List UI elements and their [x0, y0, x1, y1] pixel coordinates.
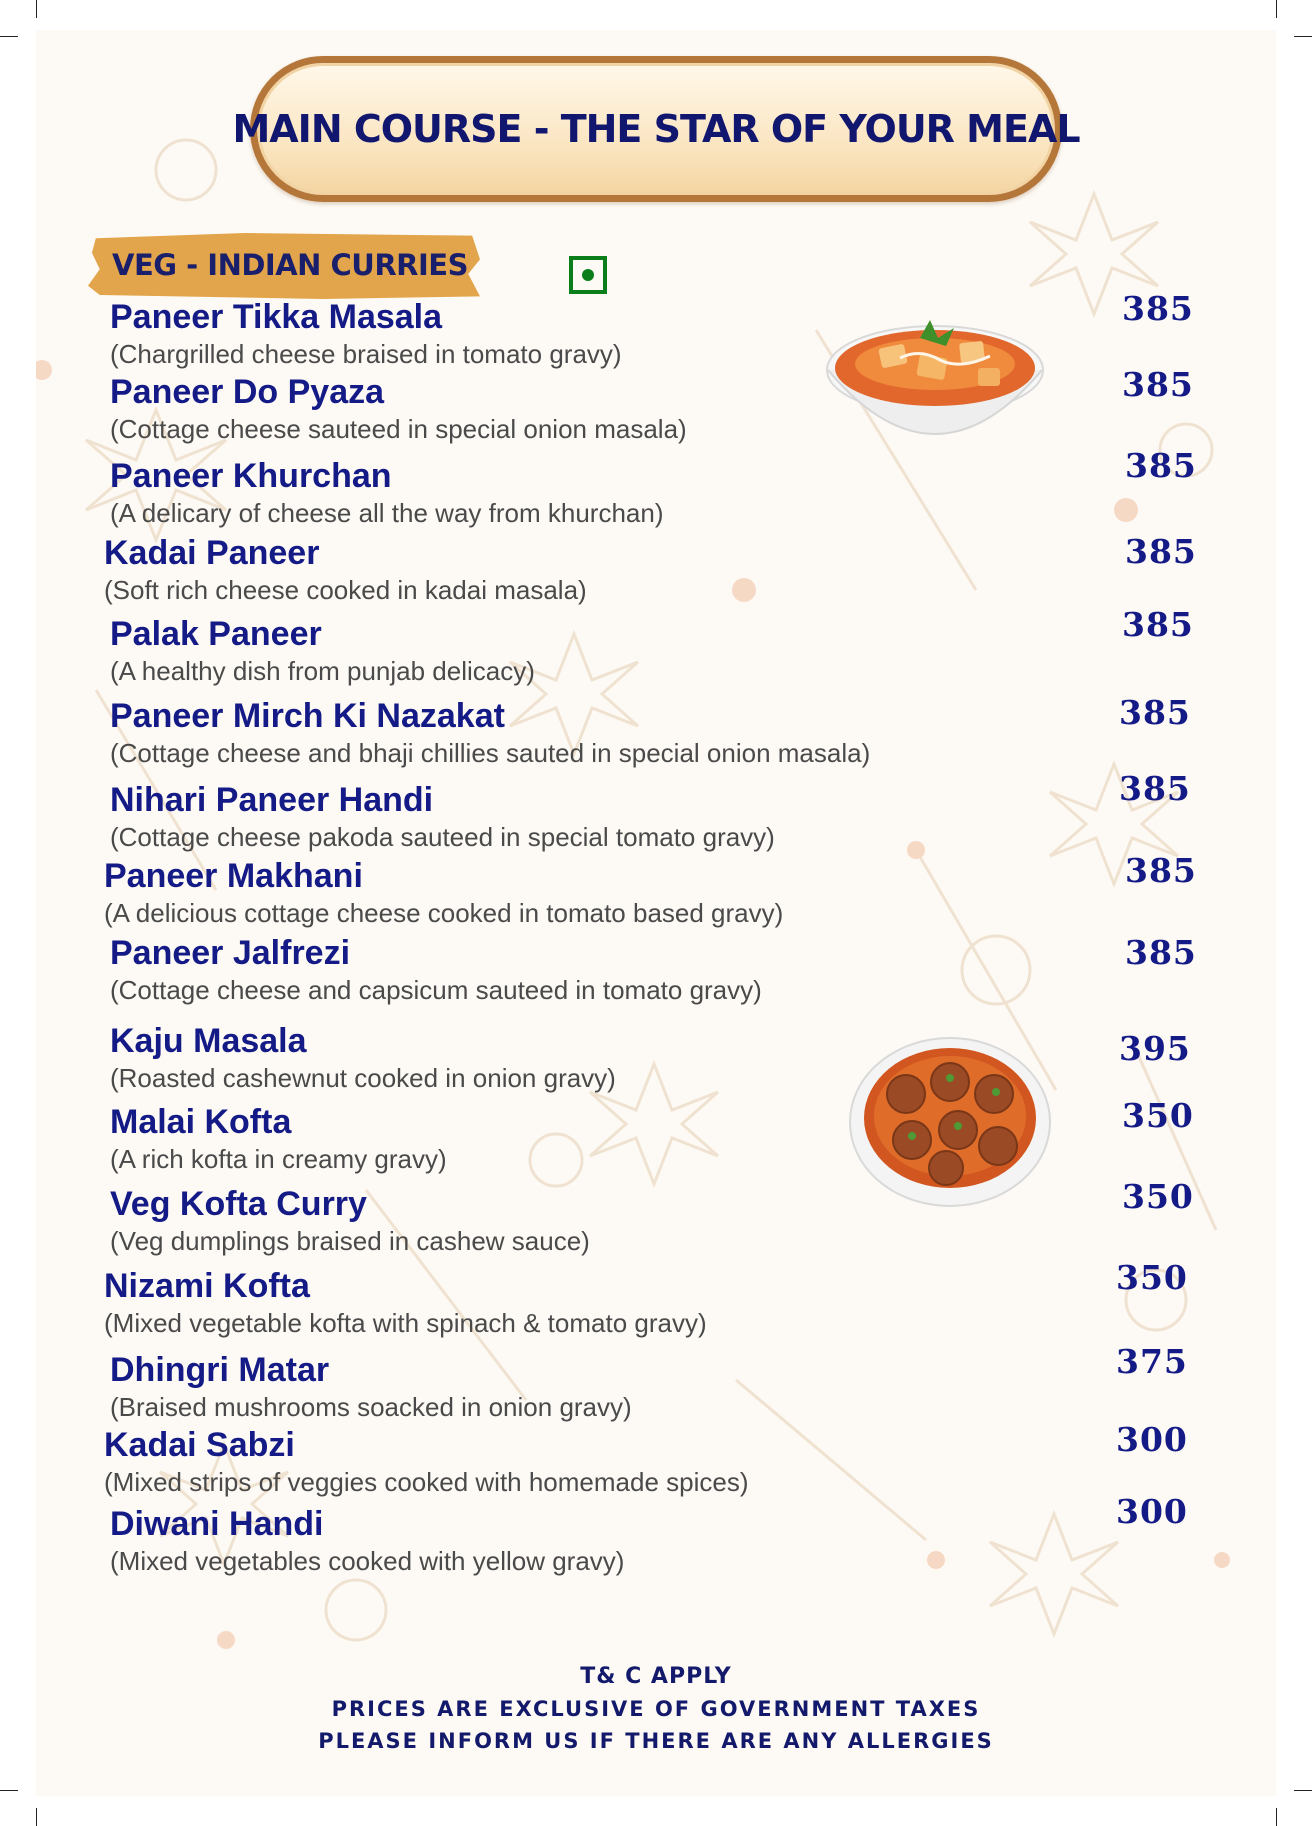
title-banner: [232, 56, 1080, 202]
menu-item: [110, 297, 622, 371]
crop-mark: [0, 36, 18, 37]
item-description: (Braised mushrooms soacked in onion gravy): [110, 1392, 632, 1422]
crop-mark: [1276, 1808, 1277, 1826]
kofta-dish-image: [846, 1034, 1054, 1216]
item-price: 385: [1122, 365, 1194, 404]
crop-mark: [36, 1808, 37, 1826]
item-description: (Soft rich cheese cooked in kadai masala): [104, 575, 587, 605]
crop-mark: [1294, 36, 1312, 37]
item-description: (Mixed strips of veggies cooked with homemade spices): [104, 1467, 749, 1497]
terms-note: T& C APPLY: [580, 1664, 732, 1689]
menu-item: [110, 696, 870, 770]
item-price: 375: [1116, 1342, 1188, 1381]
item-price: 300: [1116, 1492, 1188, 1531]
menu-item: [110, 1350, 632, 1424]
item-price: 385: [1125, 446, 1197, 485]
item-description: (A healthy dish from punjab delicacy): [110, 656, 535, 686]
item-price: 385: [1125, 933, 1197, 972]
item-name: Paneer Khurchan: [110, 457, 392, 495]
item-price: 350: [1122, 1177, 1194, 1216]
item-price: 350: [1122, 1096, 1194, 1135]
item-name: Kadai Sabzi: [104, 1426, 295, 1464]
item-name: Nihari Paneer Handi: [110, 781, 434, 819]
item-price: 385: [1119, 693, 1191, 732]
item-name: Palak Paneer: [110, 615, 322, 653]
page-title: MAIN COURSE - THE STAR OF YOUR MEAL: [232, 107, 1080, 151]
tax-note: PRICES ARE EXCLUSIVE OF GOVERNMENT TAXES: [331, 1697, 981, 1721]
menu-item: [110, 1504, 624, 1578]
item-name: Nizami Kofta: [104, 1267, 310, 1305]
item-price: 395: [1119, 1029, 1191, 1068]
item-name: Malai Kofta: [110, 1103, 292, 1141]
item-description: (Cottage cheese pakoda sauteed in special tomato gravy): [110, 822, 775, 852]
item-name: Dhingri Matar: [110, 1351, 330, 1389]
item-price: 385: [1119, 769, 1191, 808]
item-description: (Chargrilled cheese braised in tomato gravy): [110, 339, 622, 369]
item-name: Kadai Paneer: [104, 534, 320, 572]
item-price: 350: [1116, 1258, 1188, 1297]
item-name: Diwani Handi: [110, 1505, 324, 1543]
menu-item: [110, 1102, 447, 1176]
item-description: (Mixed vegetables cooked with yellow gravy): [110, 1546, 625, 1576]
menu-item: [104, 1425, 749, 1499]
item-price: 385: [1125, 851, 1197, 890]
item-description: (A delicary of cheese all the way from khurchan): [110, 498, 664, 528]
menu-item: [104, 856, 783, 930]
item-price: 385: [1125, 532, 1197, 571]
item-name: Paneer Jalfrezi: [110, 934, 351, 972]
item-name: Paneer Makhani: [104, 857, 363, 895]
paneer-dish-image: [820, 298, 1050, 448]
item-description: (Cottage cheese and bhaji chillies sauted in special onion masala): [110, 738, 871, 768]
item-description: (Roasted cashewnut cooked in onion gravy): [110, 1063, 616, 1093]
item-name: Veg Kofta Curry: [110, 1185, 367, 1223]
allergy-note: PLEASE INFORM US IF THERE ARE ANY ALLERGIES: [318, 1729, 994, 1753]
menu-item: [110, 372, 687, 446]
item-price: 385: [1122, 289, 1194, 328]
crop-mark: [36, 0, 37, 18]
menu-item: [104, 1266, 707, 1340]
veg-symbol-icon: [569, 256, 607, 294]
item-name: Kaju Masala: [110, 1022, 307, 1060]
menu-item: [110, 456, 663, 530]
menu-item: [110, 614, 535, 688]
item-description: (A delicious cottage cheese cooked in tomato based gravy): [104, 898, 784, 928]
menu-item: [110, 780, 775, 854]
item-description: (Veg dumplings braised in cashew sauce): [110, 1226, 590, 1256]
item-name: Paneer Tikka Masala: [110, 298, 443, 336]
crop-mark: [0, 1790, 18, 1791]
item-price: 385: [1122, 605, 1194, 644]
crop-mark: [1276, 0, 1277, 18]
menu-item: [104, 533, 587, 607]
item-price: 300: [1116, 1420, 1188, 1459]
crop-mark: [1294, 1790, 1312, 1791]
item-description: (A rich kofta in creamy gravy): [110, 1144, 447, 1174]
menu-item: [110, 1184, 590, 1258]
item-name: Paneer Do Pyaza: [110, 373, 385, 411]
menu-item: [110, 1021, 616, 1095]
menu-item: [110, 933, 762, 1007]
section-heading: VEG - INDIAN CURRIES: [112, 248, 468, 282]
item-description: (Cottage cheese and capsicum sauteed in tomato gravy): [110, 975, 762, 1005]
item-description: (Mixed vegetable kofta with spinach & tomato gravy): [104, 1308, 707, 1338]
item-name: Paneer Mirch Ki Nazakat: [110, 697, 505, 735]
item-description: (Cottage cheese sauteed in special onion masala): [110, 414, 687, 444]
